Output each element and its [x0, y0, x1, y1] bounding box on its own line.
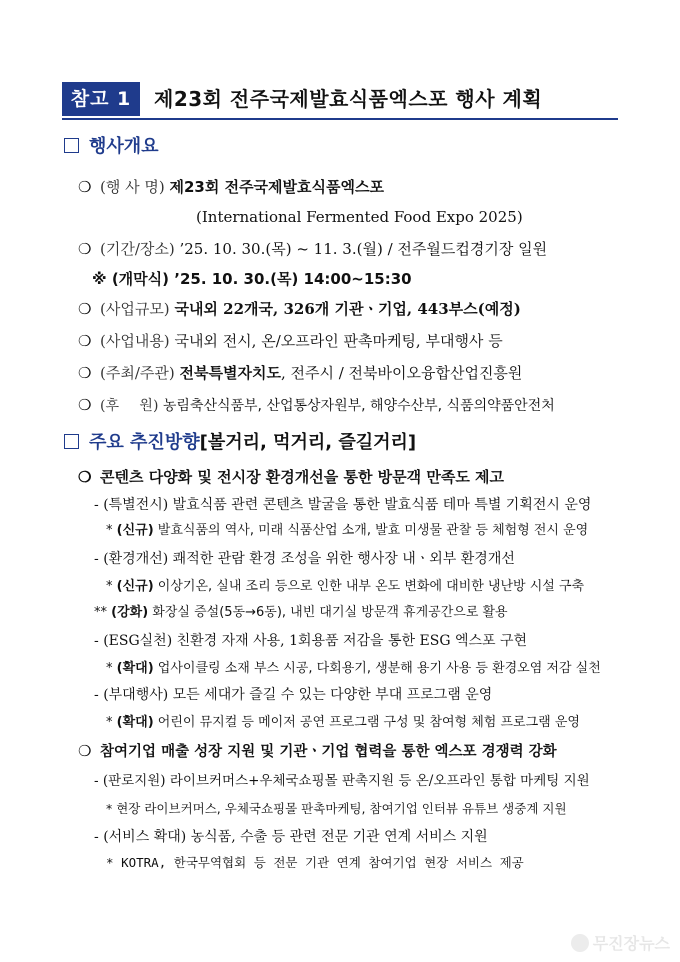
note-enhance-restroom — [94, 602, 508, 624]
document-header — [62, 82, 618, 116]
checkbox-square-icon — [64, 434, 79, 449]
event-english-name: (International Fermented Food Expo 2025) — [196, 208, 523, 226]
row-label: (개막식) — [111, 270, 170, 288]
sub-item-sales-support — [94, 770, 590, 792]
note-expand-programs — [106, 712, 580, 734]
row-value: 농림축산식품부, 산업통상자원부, 해양수산부, 식품의약품안전처 — [162, 398, 555, 414]
note-live-commerce — [106, 798, 567, 820]
reference-badge: 참고 1 — [62, 82, 140, 116]
sub-item-side-events — [94, 684, 492, 706]
note-text: 발효식품의 역사, 미래 식품산업 소개, 발효 미생물 관찰 등 체험형 전시 운영 — [157, 523, 589, 538]
sub-label: (판로지원) — [102, 773, 166, 789]
sub-label: (ESG실천) — [103, 633, 173, 649]
note-mark: * — [106, 661, 113, 676]
note-label: (신규) — [116, 579, 154, 594]
watermark-logo-icon — [571, 934, 589, 952]
sub-text: 모든 세대가 즐길 수 있는 다양한 부대 프로그램 운영 — [172, 687, 493, 703]
info-row-period-place — [78, 238, 547, 260]
note-kotra — [106, 852, 524, 874]
note-text: 현장 라이브커머스, 우체국쇼핑몰 판촉마케팅, 참여기업 인터뷰 유튜브 생중계 지원 — [116, 801, 567, 816]
watermark — [571, 931, 670, 954]
section-heading-overview — [64, 134, 159, 160]
info-row-host — [78, 362, 522, 384]
row-value-bold: 전북특별자치도 — [179, 364, 281, 382]
info-row-content — [78, 330, 503, 352]
info-row-opening — [92, 268, 412, 290]
direction-text: 참여기업 매출 성장 지원 및 기관ㆍ기업 협력을 통한 엑스포 경쟁력 강화 — [100, 744, 557, 760]
row-value: ’25. 10. 30.(목) ~ 11. 3.(월) / 전주월드컵경기장 일원 — [179, 240, 548, 258]
note-mark: * — [106, 855, 114, 870]
circle-bullet-icon: ❍ — [78, 396, 92, 414]
info-row-event-name — [78, 176, 384, 198]
sub-label: (환경개선) — [103, 551, 169, 567]
note-new-exhibit — [106, 520, 588, 542]
row-value: 제23회 전주국제발효식품엑스포 — [169, 178, 384, 196]
section-title: 주요 추진방향 — [89, 432, 200, 453]
row-value: , 전주시 / 전북바이오융합산업진흥원 — [280, 364, 523, 382]
row-label: (기간/장소) — [100, 240, 175, 258]
circle-bullet-icon: ❍ — [78, 364, 92, 382]
sub-item-service-expand — [94, 826, 488, 848]
circle-bullet-icon: ❍ — [78, 742, 92, 760]
circle-bullet-icon: ❍ — [78, 332, 92, 350]
direction-text: 콘텐츠 다양화 및 전시장 환경개선을 통한 방문객 만족도 제고 — [100, 468, 505, 486]
direction-item-2 — [78, 740, 557, 763]
dash-mark: - — [94, 551, 99, 567]
sub-text: 라이브커머스+우체국쇼핑몰 판촉지원 등 온/오프라인 통합 마케팅 지원 — [169, 773, 590, 789]
circle-bullet-icon: ❍ — [78, 468, 92, 486]
sub-text: 쾌적한 관람 환경 조성을 위한 행사장 내ㆍ외부 환경개선 — [172, 551, 515, 567]
row-label: (사업내용) — [100, 332, 170, 350]
note-label: (신규) — [116, 523, 154, 538]
note-mark: * — [106, 801, 113, 816]
note-mark: * — [106, 715, 113, 730]
info-row-sponsor — [78, 394, 555, 417]
note-mark: ** — [94, 605, 107, 620]
section-title: 행사개요 — [89, 136, 159, 157]
note-text: 화장실 증설(5동→6동), 내빈 대기실 방문객 휴게공간으로 활용 — [152, 605, 508, 620]
sub-text: 친환경 자재 사용, 1회용품 저감을 통한 ESG 엑스포 구현 — [176, 633, 528, 649]
note-new-hvac — [106, 576, 584, 598]
note-expand-upcycle — [106, 658, 601, 680]
sub-item-esg — [94, 630, 527, 652]
row-label: (사업규모) — [100, 300, 170, 318]
section-title-suffix: [볼거리, 먹거리, 즐길거리] — [199, 432, 417, 453]
row-label: (행 사 명) — [100, 178, 165, 196]
note-text: 업사이클링 소재 부스 시공, 다회용기, 생분해 용기 사용 등 환경오염 저감 실천 — [157, 661, 601, 676]
row-value: ’25. 10. 30.(목) 14:00~15:30 — [174, 270, 412, 288]
note-mark: ※ — [92, 270, 107, 288]
sub-item-environment — [94, 548, 515, 570]
direction-item-1 — [78, 466, 504, 488]
note-label: (강화) — [111, 605, 149, 620]
title-underline — [62, 118, 618, 120]
row-label: (주최/주관) — [100, 364, 175, 382]
circle-bullet-icon: ❍ — [78, 178, 92, 196]
note-label: (확대) — [116, 661, 154, 676]
sub-text: 발효식품 관련 콘텐츠 발굴을 통한 발효식품 테마 특별 기획전시 운영 — [172, 497, 592, 513]
sub-label: (특별전시) — [103, 497, 169, 513]
document-title: 제23회 전주국제발효식품엑스포 행사 계획 — [154, 87, 543, 111]
sub-item-special-exhibit — [94, 494, 591, 516]
note-mark: * — [106, 523, 113, 538]
row-label: (후 원) — [100, 398, 159, 414]
note-text: KOTRA, 한국무역협회 등 전문 기관 연계 참여기업 현장 서비스 제공 — [121, 855, 524, 870]
row-value: 국내외 전시, 온/오프라인 판촉마케팅, 부대행사 등 — [174, 332, 503, 350]
section-heading-direction — [64, 430, 416, 456]
sub-label: (부대행사) — [103, 687, 169, 703]
dash-mark: - — [94, 687, 99, 703]
note-label: (확대) — [116, 715, 154, 730]
dash-mark: - — [94, 829, 99, 845]
watermark-text: 무진장뉴스 — [592, 934, 670, 953]
sub-label: (서비스 확대) — [103, 829, 187, 845]
row-value: 국내외 22개국, 326개 기관ㆍ기업, 443부스(예정) — [174, 300, 521, 318]
note-text: 이상기온, 실내 조리 등으로 인한 내부 온도 변화에 대비한 냉난방 시설 구축 — [157, 579, 585, 594]
note-text: 어린이 뮤지컬 등 메이저 공연 프로그램 구성 및 참여형 체험 프로그램 운영 — [157, 715, 580, 730]
circle-bullet-icon: ❍ — [78, 300, 92, 318]
dash-mark: - — [94, 633, 99, 649]
dash-mark: - — [94, 497, 99, 513]
circle-bullet-icon: ❍ — [78, 240, 92, 258]
note-mark: * — [106, 579, 113, 594]
dash-mark: - — [94, 773, 99, 789]
sub-text: 농식품, 수출 등 관련 전문 기관 연계 서비스 지원 — [190, 829, 488, 845]
info-row-scale — [78, 298, 521, 320]
checkbox-square-icon — [64, 138, 79, 153]
